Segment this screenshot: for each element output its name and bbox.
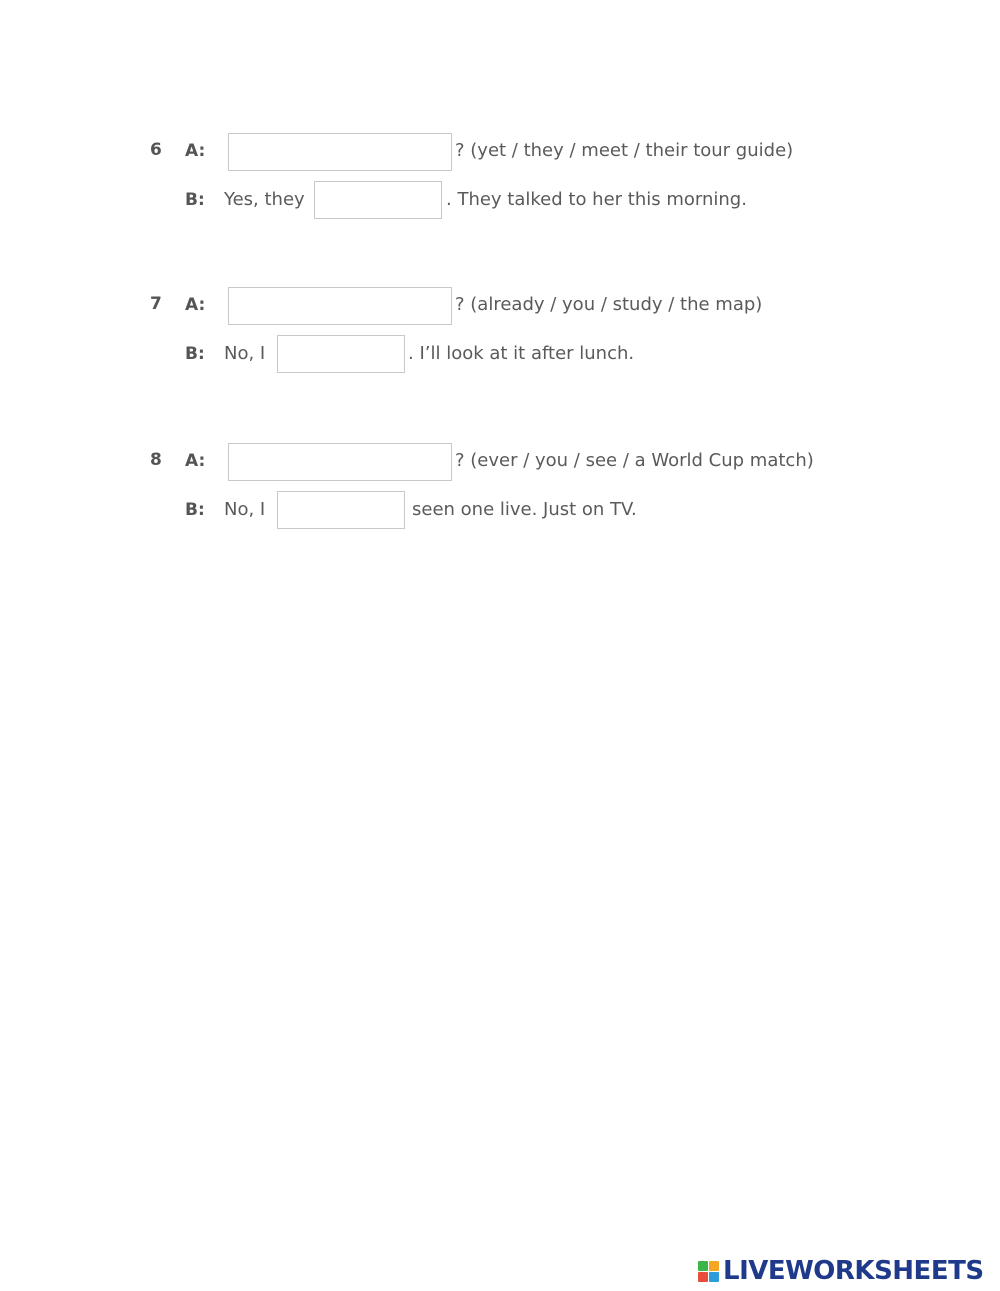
speaker-a-label: A: xyxy=(185,451,206,471)
item-number: 6 xyxy=(150,140,162,160)
answer-input-8b[interactable] xyxy=(277,491,405,529)
prompt-text: ? (ever / you / see / a World Cup match) xyxy=(455,450,814,471)
item-number: 8 xyxy=(150,450,162,470)
speaker-b-label: B: xyxy=(185,190,205,210)
response-prefix: No, I xyxy=(224,343,266,364)
response-prefix: No, I xyxy=(224,499,266,520)
answer-input-7b[interactable] xyxy=(277,335,405,373)
speaker-b-label: B: xyxy=(185,500,205,520)
response-suffix: . They talked to her this morning. xyxy=(446,189,747,210)
answer-input-7a[interactable] xyxy=(228,287,452,325)
response-prefix: Yes, they xyxy=(224,189,305,210)
speaker-a-label: A: xyxy=(185,295,206,315)
speaker-b-label: B: xyxy=(185,344,205,364)
answer-input-6b[interactable] xyxy=(314,181,442,219)
prompt-text: ? (already / you / study / the map) xyxy=(455,294,763,315)
logo-tiles-icon xyxy=(698,1261,719,1282)
response-suffix: seen one live. Just on TV. xyxy=(412,499,637,520)
answer-input-6a[interactable] xyxy=(228,133,452,171)
answer-input-8a[interactable] xyxy=(228,443,452,481)
response-suffix: . I’ll look at it after lunch. xyxy=(408,343,635,364)
prompt-text: ? (yet / they / meet / their tour guide) xyxy=(455,140,794,161)
item-number: 7 xyxy=(150,294,162,314)
speaker-a-label: A: xyxy=(185,141,206,161)
logo-wordmark: LIVEWORKSHEETS xyxy=(723,1256,984,1286)
liveworksheets-logo xyxy=(698,1257,984,1285)
